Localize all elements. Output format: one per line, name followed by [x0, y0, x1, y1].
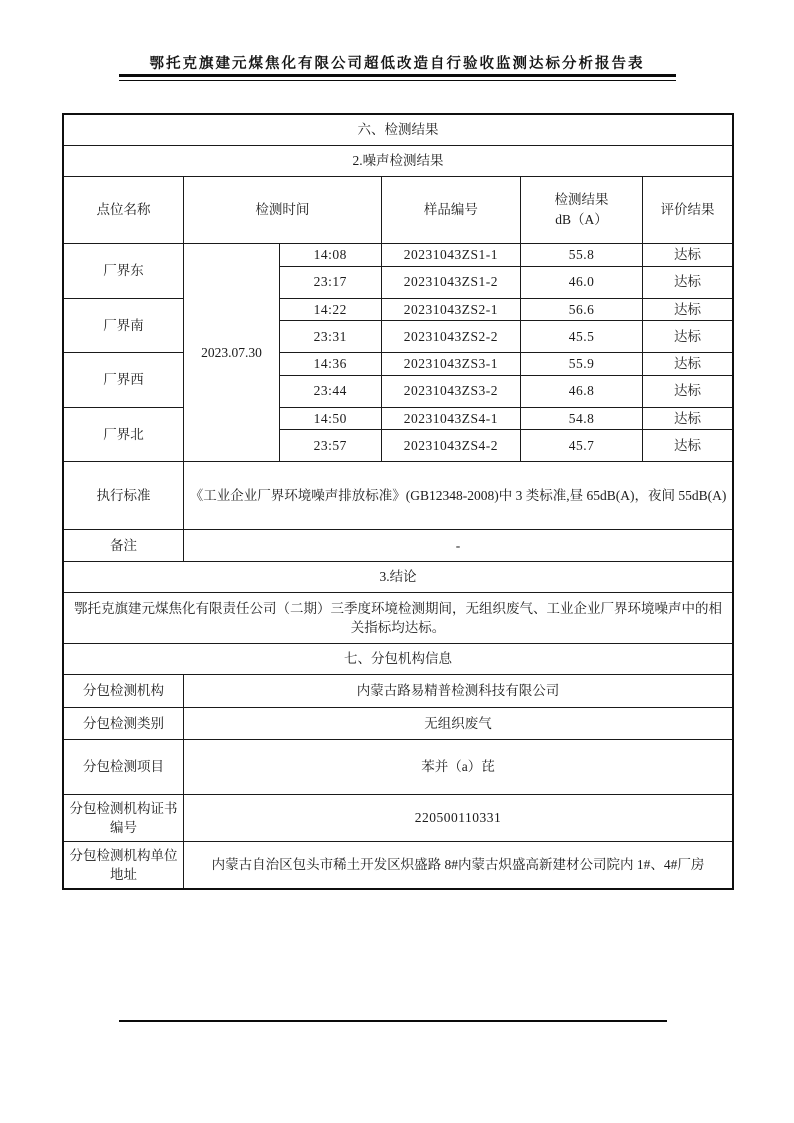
column-header-time: 检测时间	[184, 177, 382, 244]
sample-id-cell: 20231043ZS1-1	[381, 244, 520, 267]
conclusion-row	[63, 593, 733, 644]
point-name-cell: 厂界南	[63, 298, 184, 353]
result-cell: 46.0	[521, 266, 643, 298]
section-title-subcontract: 七、分包机构信息	[63, 644, 733, 675]
result-cell: 45.5	[521, 321, 643, 353]
time-cell: 14:36	[279, 353, 381, 376]
detection-date-cell: 2023.07.30	[184, 244, 280, 462]
section-row-results	[63, 114, 733, 146]
subcontract-certificate-label: 分包检测机构证书编号	[63, 795, 184, 842]
result-cell: 56.6	[521, 298, 643, 321]
footer-divider-rule	[119, 1020, 667, 1022]
execution-standard-row	[63, 462, 733, 530]
subcontract-agency-label: 分包检测机构	[63, 675, 184, 708]
evaluation-cell: 达标	[643, 266, 733, 298]
evaluation-cell: 达标	[643, 407, 733, 430]
column-header-point: 点位名称	[63, 177, 184, 244]
evaluation-cell: 达标	[643, 298, 733, 321]
subcontract-agency-value: 内蒙古路易精普检测科技有限公司	[184, 675, 733, 708]
evaluation-cell: 达标	[643, 244, 733, 267]
table-row	[63, 407, 733, 430]
point-name-cell: 厂界西	[63, 353, 184, 408]
point-name-cell: 厂界东	[63, 244, 184, 299]
title-divider-rule	[119, 74, 676, 81]
time-cell: 23:31	[279, 321, 381, 353]
subcontract-category-value: 无组织废气	[184, 708, 733, 740]
result-cell: 54.8	[521, 407, 643, 430]
sample-id-cell: 20231043ZS2-2	[381, 321, 520, 353]
subcontract-row	[63, 740, 733, 795]
sample-id-cell: 20231043ZS3-1	[381, 353, 520, 376]
sample-id-cell: 20231043ZS4-1	[381, 407, 520, 430]
monitoring-report-table	[62, 113, 734, 890]
column-header-result-line2: dB（A）	[555, 212, 608, 227]
sample-id-cell: 20231043ZS3-2	[381, 375, 520, 407]
column-header-evaluation: 评价结果	[643, 177, 733, 244]
sample-id-cell: 20231043ZS4-2	[381, 430, 520, 462]
time-cell: 23:44	[279, 375, 381, 407]
result-cell: 46.8	[521, 375, 643, 407]
time-cell: 14:22	[279, 298, 381, 321]
result-cell: 55.8	[521, 244, 643, 267]
subcontract-row	[63, 795, 733, 842]
time-cell: 14:50	[279, 407, 381, 430]
section-title-results: 六、检测结果	[63, 114, 733, 146]
result-cell: 55.9	[521, 353, 643, 376]
time-cell: 23:57	[279, 430, 381, 462]
evaluation-cell: 达标	[643, 353, 733, 376]
table-row	[63, 298, 733, 321]
subcontract-row	[63, 675, 733, 708]
page-title: 鄂托克旗建元煤焦化有限公司超低改造自行验收监测达标分析报告表	[149, 56, 645, 72]
table-row	[63, 353, 733, 376]
section-title-noise: 2.噪声检测结果	[63, 146, 733, 177]
column-header-sample: 样品编号	[381, 177, 520, 244]
subcontract-row	[63, 842, 733, 890]
subcontract-category-label: 分包检测类别	[63, 708, 184, 740]
section-row-conclusion	[63, 562, 733, 593]
section-row-subcontract	[63, 644, 733, 675]
subcontract-certificate-value: 220500110331	[184, 795, 733, 842]
subcontract-project-value: 苯并（a）芘	[184, 740, 733, 795]
subcontract-row	[63, 708, 733, 740]
remark-value: -	[184, 530, 733, 562]
table-header-row	[63, 177, 733, 244]
column-header-result-line1: 检测结果	[554, 192, 609, 208]
remark-label: 备注	[63, 530, 184, 562]
column-header-result	[521, 177, 643, 244]
section-row-noise	[63, 146, 733, 177]
time-cell: 23:17	[279, 266, 381, 298]
sample-id-cell: 20231043ZS2-1	[381, 298, 520, 321]
table-row	[63, 244, 733, 267]
result-cell: 45.7	[521, 430, 643, 462]
evaluation-cell: 达标	[643, 430, 733, 462]
conclusion-text: 鄂托克旗建元煤焦化有限责任公司（二期）三季度环境检测期间，无组织废气、工业企业厂界环境噪声中的相关指标均达标。	[63, 593, 733, 644]
time-cell: 14:08	[279, 244, 381, 267]
subcontract-address-value: 内蒙古自治区包头市稀土开发区炽盛路 8#内蒙古炽盛高新建材公司院内 1#、4#厂房	[184, 842, 733, 890]
execution-standard-label: 执行标准	[63, 462, 184, 530]
remark-row	[63, 530, 733, 562]
subcontract-project-label: 分包检测项目	[63, 740, 184, 795]
section-title-conclusion: 3.结论	[63, 562, 733, 593]
sample-id-cell: 20231043ZS1-2	[381, 266, 520, 298]
execution-standard-value: 《工业企业厂界环境噪声排放标准》(GB12348-2008)中 3 类标准,昼 65dB(A)，夜间 55dB(A)	[184, 462, 733, 530]
evaluation-cell: 达标	[643, 375, 733, 407]
subcontract-address-label: 分包检测机构单位地址	[63, 842, 184, 890]
evaluation-cell: 达标	[643, 321, 733, 353]
point-name-cell: 厂界北	[63, 407, 184, 462]
